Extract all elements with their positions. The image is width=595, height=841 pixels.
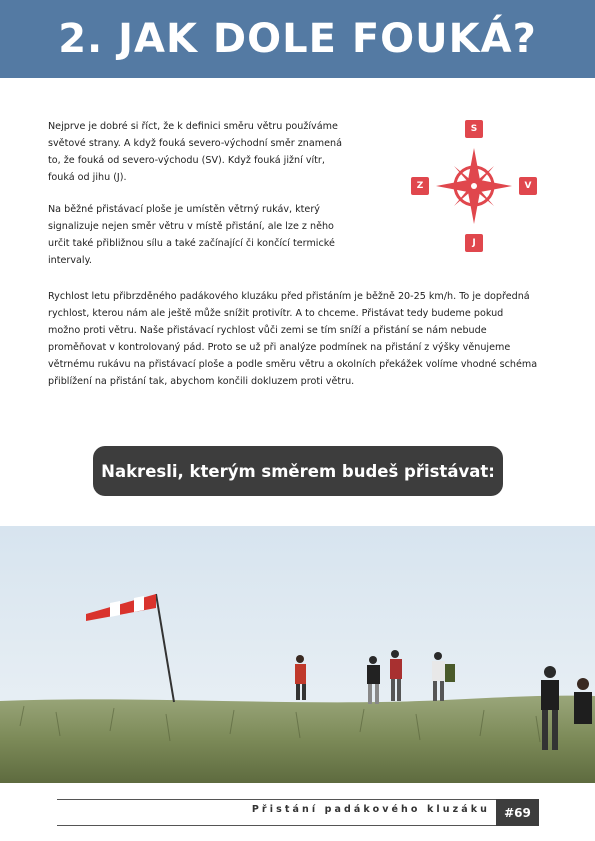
paragraph-windsock: Na běžné přistávací ploše je umístěn větrný rukáv, který signalizuje nejen směr větru v místě přistání, ale lze z něho určit také přibližnou sílu a také začínající či končící termické intervaly. — [48, 204, 335, 266]
footer-bottom-rule — [57, 825, 539, 826]
page-number: #69 — [496, 799, 539, 826]
compass-north-label: S — [465, 120, 483, 138]
drawing-task-banner — [93, 446, 503, 496]
footer-title: Přistání padákového kluzáku — [251, 804, 490, 815]
compass — [410, 116, 538, 256]
compass-east-label: V — [519, 177, 537, 195]
landing-field-photo — [0, 526, 595, 783]
drawing-task-text: Nakresli, kterým směrem budeš přistávat: — [101, 461, 495, 481]
footer-top-rule — [57, 799, 539, 800]
compass-south-label: J — [465, 234, 483, 252]
paragraph-wind-direction: Nejprve je dobré si říct, že k definici směru větru používáme světové strany. A když fouká severo-východní směr znamená to, že fouká od severo-východu (SV). Když fouká jižní vítr, fouká od jihu (J). — [48, 121, 342, 183]
compass-rose-icon — [434, 146, 514, 226]
page-title: 2. JAK DOLE FOUKÁ? — [58, 16, 537, 62]
page-header — [0, 0, 595, 78]
compass-west-label: Z — [411, 177, 429, 195]
paragraph-landing-speed: Rychlost letu přibrzděného padákového kluzáku před přistáním je běžně 20-25 km/h. To je dopředná rychlost, kterou nám ale ještě může snížit protivítr. A to chceme. Přistávat tedy budeme pokud možno proti větru. Naše přistávací rychlost vůči zemi se tím sníží a přistání se nám nebude proměňovat v kontrolovaný pád. Proto se už při analýze podmínek na přistání z výšky věnujeme větrnému rukávu na přistávací ploše a podle směru větru a okolních překážek volíme vhodné schéma přiblížení na přistání tak, abychom končili dokluzem proti větru. — [48, 291, 538, 387]
